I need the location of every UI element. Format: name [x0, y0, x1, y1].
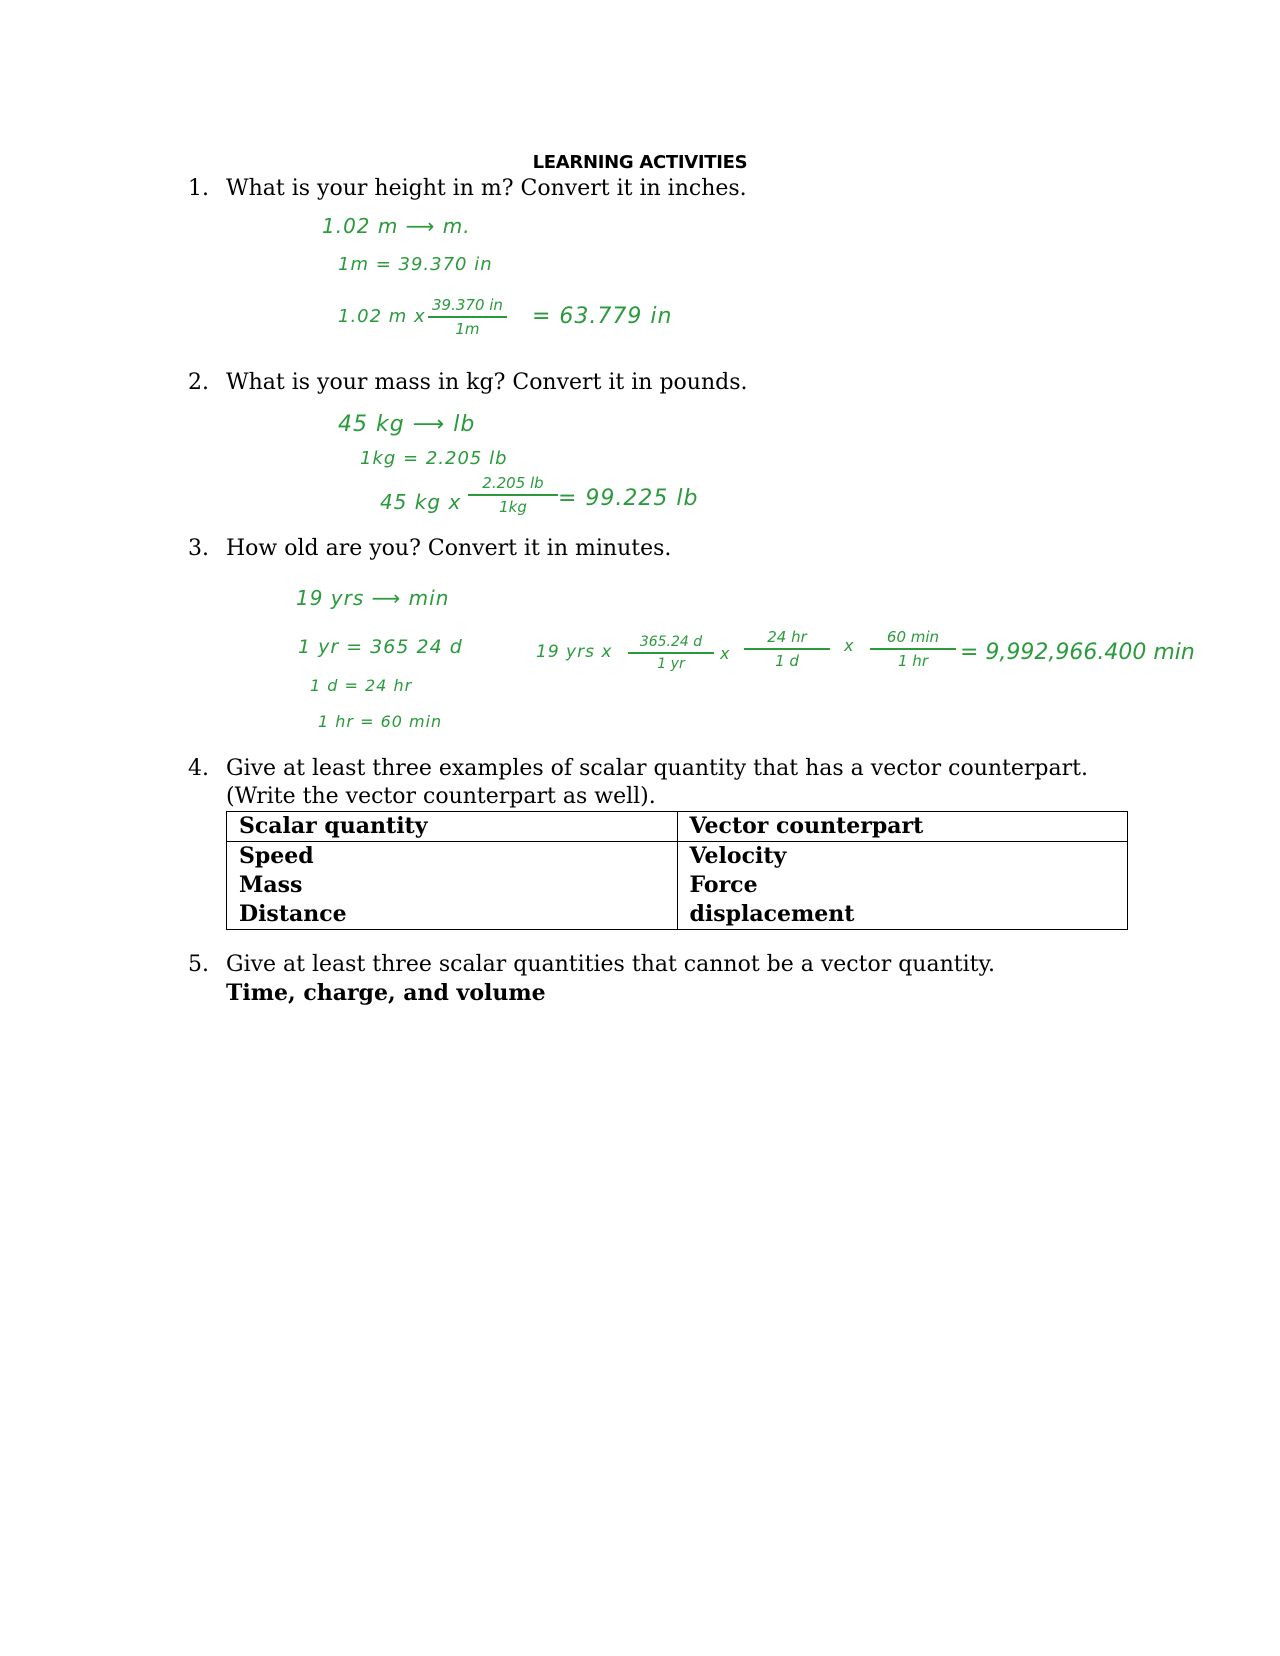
handwritten-line: 1.02 m x — [338, 306, 426, 327]
handwritten-line: 1m = 39.370 in — [338, 254, 493, 275]
handwritten-line: 19 yrs ⟶ min — [296, 586, 450, 610]
handwritten-operator: x — [720, 644, 731, 663]
fraction-numerator: 365.24 d — [628, 634, 714, 654]
question-number: 2. — [188, 370, 209, 395]
handwritten-line: 1kg = 2.205 lb — [360, 448, 508, 469]
fraction-denominator: 1m — [455, 320, 480, 338]
table-row — [227, 842, 1128, 930]
fraction-denominator: 1kg — [499, 498, 527, 516]
handwritten-line: 45 kg ⟶ lb — [338, 412, 476, 437]
table-cell-line: displacement — [689, 901, 855, 927]
table-cell-line: Velocity — [689, 843, 787, 869]
fraction-numerator: 2.205 lb — [468, 474, 558, 496]
handwritten-fraction — [468, 474, 558, 516]
question-number: 3. — [188, 536, 209, 561]
table-header-row — [227, 812, 1128, 842]
question-text: Give at least three examples of scalar quantity that has a vector counterpart. — [226, 756, 1088, 781]
handwritten-fraction — [428, 296, 507, 338]
question-text: Give at least three scalar quantities that cannot be a vector quantity. — [226, 952, 995, 977]
table-bottom-border — [227, 929, 1128, 930]
question-4-continuation: (Write the vector counterpart as well). — [226, 784, 656, 809]
handwritten-result: = 99.225 lb — [558, 486, 699, 511]
handwritten-fraction — [870, 628, 956, 670]
handwritten-fraction — [628, 634, 714, 672]
question-number: 5. — [188, 952, 209, 977]
page-title: LEARNING ACTIVITIES — [532, 152, 748, 173]
handwritten-fraction — [744, 628, 830, 670]
question-text: How old are you? Convert it in minutes. — [226, 536, 672, 561]
fraction-numerator: 24 hr — [744, 628, 830, 650]
question-3 — [188, 536, 671, 561]
table-cell-line: Mass — [239, 872, 303, 898]
fraction-denominator: 1 d — [775, 652, 799, 670]
handwritten-result: = 63.779 in — [532, 304, 673, 329]
fraction-numerator: 60 min — [870, 628, 956, 650]
answer-5: Time, charge, and volume — [226, 980, 546, 1006]
table-header-cell: Scalar quantity — [227, 812, 678, 842]
table-cell-line: Speed — [239, 843, 314, 869]
question-2 — [188, 370, 748, 395]
handwritten-line: 1 hr = 60 min — [318, 712, 443, 731]
handwritten-line: 1 yr = 365 24 d — [298, 636, 463, 658]
handwritten-calc-start: 19 yrs x — [536, 642, 613, 662]
scalar-vector-table — [226, 811, 1128, 930]
question-number: 4. — [188, 756, 209, 781]
question-4 — [188, 756, 1088, 781]
question-1 — [188, 176, 747, 201]
table-header-cell: Vector counterpart — [677, 812, 1128, 842]
table-cell — [227, 842, 678, 930]
handwritten-result: = 9,992,966.400 min — [960, 640, 1195, 665]
handwritten-line: 45 kg x — [380, 490, 462, 514]
handwritten-line: 1.02 m ⟶ m. — [322, 214, 471, 238]
table-spacer — [677, 929, 1128, 930]
fraction-denominator: 1 hr — [898, 652, 928, 670]
question-text: What is your height in m? Convert it in inches. — [226, 176, 747, 201]
question-5 — [188, 952, 995, 977]
table-spacer — [227, 929, 678, 930]
table-cell — [677, 842, 1128, 930]
handwritten-operator: x — [844, 636, 855, 655]
question-number: 1. — [188, 176, 209, 201]
table-cell-line: Force — [689, 872, 758, 898]
fraction-numerator: 39.370 in — [428, 296, 507, 318]
question-text: What is your mass in kg? Convert it in pounds. — [226, 370, 748, 395]
handwritten-line: 1 d = 24 hr — [310, 676, 413, 695]
fraction-denominator: 1 yr — [657, 656, 685, 672]
table-cell-line: Distance — [239, 901, 347, 927]
